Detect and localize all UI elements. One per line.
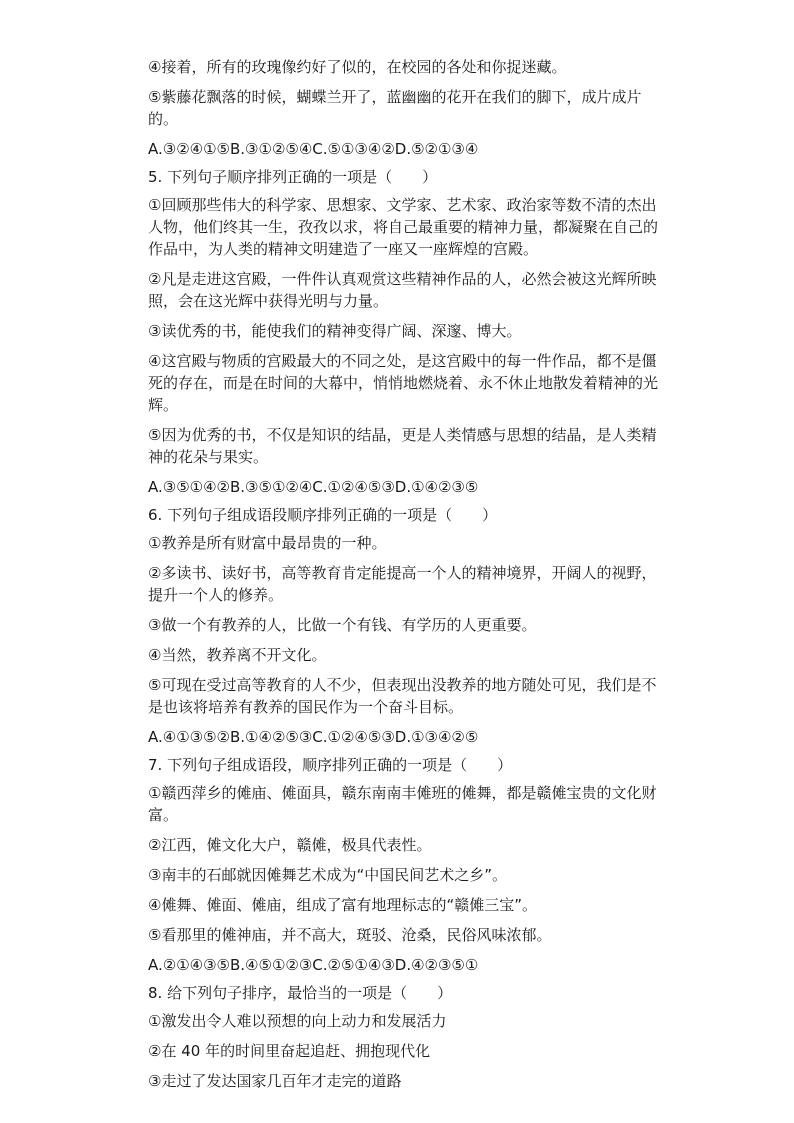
q5-stem: 5. 下列句子顺序排列正确的一项是（ ） <box>148 168 438 186</box>
q5-sentence-4: ④这宫殿与物质的宫殿最大的不同之处，是这宫殿中的每一件作品，都不是僵死的存在，而是在时间的大幕中，悄悄地燃烧着、永不休止地散发着精神的光辉。 <box>148 352 659 414</box>
q6-sentence-1: ①教养是所有财富中最昂贵的一种。 <box>148 534 387 552</box>
q5-sentence-1: ①回顾那些伟大的科学家、思想家、文学家、艺术家、政治家等数不清的杰出人物，他们终其一生，孜孜以求，将自己最重要的精神力量，都凝聚在自己的作品中，为人类的精神文明建造了一座又一座辉煌的宫殿。 <box>148 196 659 258</box>
q6-options: A.④①③⑤②B.①④②⑤③C.①②④⑤③D.①③④②⑤ <box>148 728 479 746</box>
q8-stem: 8. 给下列句子排序，最恰当的一项是（ ） <box>148 984 453 1002</box>
q4-sentence-4: ④接着，所有的玫瑰像约好了似的，在校园的各处和你捉迷藏。 <box>148 58 567 76</box>
q6-sentence-3: ③做一个有教养的人，比做一个有钱、有学历的人更重要。 <box>148 616 537 634</box>
q7-sentence-5: ⑤看那里的傩神庙，并不高大，斑驳、沧桑，民俗风味浓郁。 <box>148 926 552 944</box>
q7-stem: 7. 下列句子组成语段，顺序排列正确的一项是（ ） <box>148 756 513 774</box>
q6-sentence-5: ⑤可现在受过高等教育的人不少，但表现出没教养的地方随处可见，我们是不是也该将培养有教养的国民作为一个奋斗目标。 <box>148 676 657 716</box>
q7-sentence-3: ③南丰的石邮就因傩舞艺术成为“中国民间艺术之乡”。 <box>148 866 507 884</box>
q4-options: A.③②④①⑤B.③①②⑤④C.⑤①③④②D.⑤②①③④ <box>148 140 479 158</box>
q7-sentence-1: ①赣西萍乡的傩庙、傩面具，赣东南南丰傩班的傩舞，都是赣傩宝贵的文化财富。 <box>148 784 657 824</box>
q7-sentence-4: ④傩舞、傩面、傩庙，组成了富有地理标志的“赣傩三宝”。 <box>148 896 537 914</box>
q5-sentence-5: ⑤因为优秀的书，不仅是知识的结晶，更是人类情感与思想的结晶，是人类精神的花朵与果实。 <box>148 426 657 466</box>
q6-sentence-2: ②多读书、读好书，高等教育肯定能提高一个人的精神境界，开阔人的视野，提升一个人的修养。 <box>148 564 657 604</box>
q8-sentence-2: ②在 40 年的时间里奋起追赶、拥抱现代化 <box>148 1042 431 1060</box>
q8-sentence-3: ③走过了发达国家几百年才走完的道路 <box>148 1072 402 1090</box>
q5-sentence-3: ③读优秀的书，能使我们的精神变得广阔、深邃、博大。 <box>148 322 522 340</box>
q5-sentence-2: ②凡是走进这宫殿，一件件认真观赏这些精神作品的人，必然会被这光辉所映照，会在这光辉中获得光明与力量。 <box>148 270 657 310</box>
q5-options: A.③⑤①④②B.③⑤①②④C.①②④⑤③D.①④②③⑤ <box>148 478 479 496</box>
q4-sentence-5: ⑤紫藤花飘落的时候，蝴蝶兰开了，蓝幽幽的花开在我们的脚下，成片成片的。 <box>148 88 642 128</box>
document-page <box>148 56 668 1100</box>
q6-stem: 6. 下列句子组成语段顺序排列正确的一项是（ ） <box>148 506 498 524</box>
q8-sentence-1: ①激发出令人难以预想的向上动力和发展活力 <box>148 1012 447 1030</box>
q7-options: A.②①④③⑤B.④⑤①②③C.②⑤①④③D.④②③⑤① <box>148 956 479 974</box>
q7-sentence-2: ②江西，傩文化大户，赣傩，极具代表性。 <box>148 836 432 854</box>
q6-sentence-4: ④当然，教养离不开文化。 <box>148 646 327 664</box>
